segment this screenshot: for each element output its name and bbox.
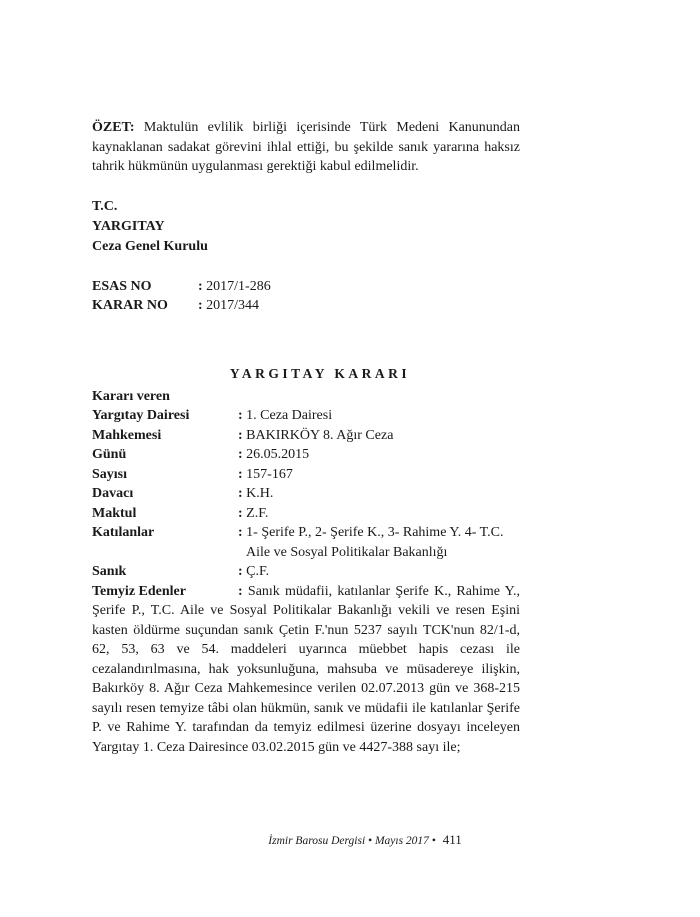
appellants-text: Sanık müdafii, katılanlar Şerife K., Rahime Y., Şerife P., T.C. Aile ve Sosyal Politikalar Bakanlığı vekili ve resen Eşini kasten öldürme suçundan sanık Çetin F.'nun 5237 sayılı TCK'nun 82/1-d, 62, 53, 63 ve 54. maddeleri uyarınca müebbet hapis cezası ile cezalandırılmasına, hak yoksunluğuna, mahsuba ve müsadereye ilişkin, Bakırköy 8. Ağır Ceza Mahkemesince verilen 02.07.2013 gün ve 368-215 sayılı resen temyize tâbi olan hükmün, sanık ve müdafii ile katılanlar Şerife P. ve Rahime Y. tarafından da temyiz edilmesi üzerine dosyayı inceleyen Yargıtay 1. Ceza Dairesince 03.02.2015 gün ve 4427-388 sayı ile; — [92, 583, 520, 755]
info-row: Katılanlar : 1- Şerife P., 2- Şerife K., 3- Rahime Y. 4- T.C. — [92, 523, 520, 543]
journal-name: İzmir Barosu Dergisi • Mayıs 2017 • — [268, 835, 436, 847]
info-row-value: Z.F. — [246, 505, 269, 521]
karar-value: 2017/344 — [206, 298, 260, 313]
info-intro: Kararı veren — [92, 388, 170, 404]
page-number: 411 — [442, 832, 462, 847]
info-row-value: K.H. — [246, 486, 274, 501]
court-line-tc: T.C. — [92, 198, 118, 214]
info-row-value: 1. Ceza Dairesi — [246, 408, 333, 423]
info-row-label: Maktul — [92, 505, 137, 521]
info-row-value: 26.05.2015 — [246, 447, 310, 462]
info-row: Mahkemesi : BAKIRKÖY 8. Ağır Ceza — [92, 426, 520, 446]
info-row: Sayısı : 157-167 — [92, 465, 520, 485]
info-row-value: BAKIRKÖY 8. Ağır Ceza — [246, 427, 394, 443]
info-row-label: Mahkemesi — [92, 427, 162, 443]
info-row-label: Sanık — [92, 564, 127, 579]
info-row-label: Günü — [92, 447, 127, 462]
court-line-yargitay: YARGITAY — [92, 218, 165, 234]
info-row-continuation: Aile ve Sosyal Politikalar Bakanlığı — [246, 544, 448, 560]
document-page — [92, 118, 520, 757]
page-footer — [0, 832, 700, 848]
court-line-chamber: Ceza Genel Kurulu — [92, 238, 208, 254]
summary-label: ÖZET: — [92, 120, 135, 135]
karar-row — [92, 296, 520, 316]
info-row-label: Katılanlar — [92, 525, 155, 540]
karar-value-wrap: : 2017/344 — [198, 298, 260, 313]
info-row-label: Davacı — [92, 486, 134, 501]
info-row: Yargıtay Dairesi : 1. Ceza Dairesi — [92, 406, 520, 426]
appellants-label: Temyiz Edenler — [92, 583, 186, 599]
info-row-value: 1- Şerife P., 2- Şerife K., 3- Rahime Y. 4- T.C. — [246, 525, 504, 540]
info-row-label: Yargıtay Dairesi — [92, 408, 190, 423]
summary-paragraph — [92, 118, 520, 177]
esas-value-wrap: : 2017/1-286 — [198, 278, 271, 294]
case-numbers — [92, 277, 520, 316]
info-row-value: Ç.F. — [246, 564, 270, 579]
esas-label: ESAS NO — [92, 278, 152, 294]
karar-label: KARAR NO — [92, 298, 168, 313]
court-header — [92, 197, 520, 257]
info-row: Günü : 26.05.2015 — [92, 445, 520, 465]
appellants-paragraph: Temyiz Edenler : Sanık müdafii, katılanlar Şerife K., Rahime Y., Şerife P., T.C. Aile ve Sosyal Politikalar Bakanlığı vekili ve resen Eşini kasten öldürme suçundan sanık Çetin F.'nun 5237 sayılı TCK'nun 82/1-d, 62, 53, 63 ve 54. maddeleri uyarınca müebbet hapis cezası ile cezalandırılmasına, hak yoksunluğuna, mahsuba ve müsadereye ilişkin, Bakırköy 8. Ağır Ceza Mahkemesince verilen 02.07.2013 gün ve 368-215 sayılı resen temyize tâbi olan hükmün, sanık ve müdafii ile katılanlar Şerife P. ve Rahime Y. tarafından da temyiz edilmesi üzerine dosyayı inceleyen Yargıtay 1. Ceza Dairesince 03.02.2015 gün ve 4427-388 sayı ile; — [92, 583, 520, 755]
info-row: Sanık : Ç.F. — [92, 562, 520, 582]
info-row: Maktul : Z.F. — [92, 504, 520, 524]
info-row-value: 157-167 — [246, 466, 293, 482]
esas-value: 2017/1-286 — [206, 278, 271, 294]
info-row: Davacı : K.H. — [92, 484, 520, 504]
decision-heading: YARGITAY KARARI — [229, 365, 411, 381]
decision-info — [92, 387, 520, 758]
esas-row — [92, 277, 520, 297]
summary-text: Maktulün evlilik birliği içerisinde Türk Medeni Kanunundan kaynaklanan sadakat görevini ihlal ettiği, bu şekilde sanık yararına haksız tahrik hükmünün uygulanması gerektiği kabul edilmelidir. — [92, 120, 521, 174]
info-row-label: Sayısı — [92, 466, 128, 482]
